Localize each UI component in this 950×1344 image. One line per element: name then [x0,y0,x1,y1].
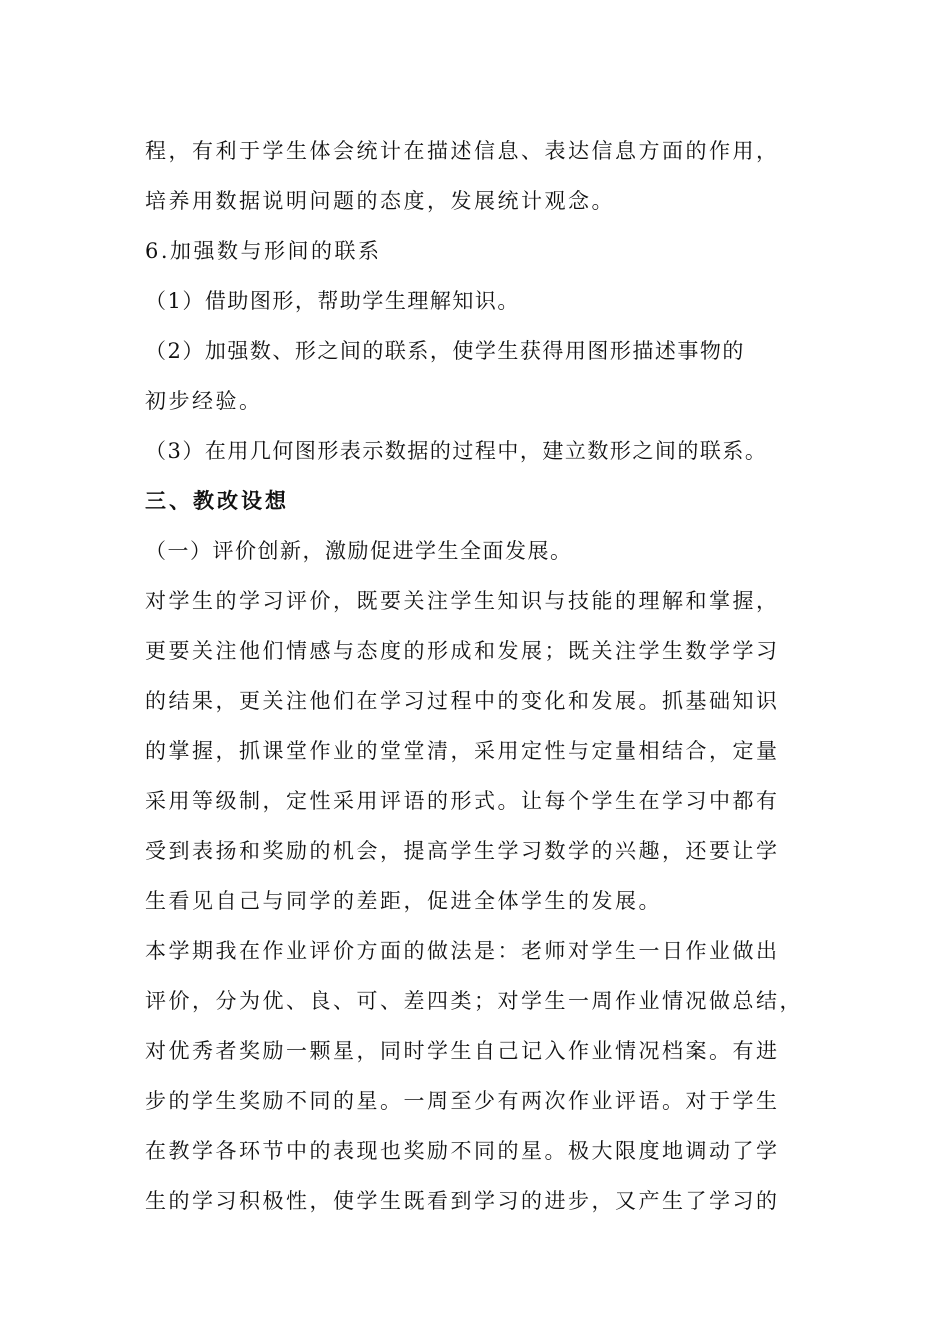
text-line: 受到表扬和奖励的机会，提高学生学习数学的兴趣，还要让学 [145,839,780,863]
text-line: 评价，分为优、良、可、差四类；对学生一周作业情况做总结， [145,989,803,1013]
text-line: 的结果，更关注他们在学习过程中的变化和发展。抓基础知识 [145,689,780,713]
text-line: 在教学各环节中的表现也奖励不同的星。极大限度地调动了学 [145,1139,780,1163]
text-line: 采用等级制，定性采用评语的形式。让每个学生在学习中都有 [145,789,780,813]
list-item: （2）加强数、形之间的联系，使学生获得用图形描述事物的 [145,339,745,363]
text-line: 程，有利于学生体会统计在描述信息、表达信息方面的作用， [145,139,780,163]
text-line: 对优秀者奖励一颗星，同时学生自己记入作业情况档案。有进 [145,1039,780,1063]
subsection-heading: （一）评价创新，激励促进学生全面发展。 [145,539,573,563]
text-line: 生看见自己与同学的差距，促进全体学生的发展。 [145,889,662,913]
section-heading: 三、教改设想 [145,488,289,513]
text-line: 步的学生奖励不同的星。一周至少有两次作业评语。对于学生 [145,1089,780,1113]
text-line: 本学期我在作业评价方面的做法是：老师对学生一日作业做出 [145,939,780,963]
section-subheading: 6.加强数与形间的联系 [145,239,382,263]
text-line: 生的学习积极性，使学生既看到学习的进步，又产生了学习的 [145,1189,780,1213]
list-item: （3）在用几何图形表示数据的过程中，建立数形之间的联系。 [145,439,768,463]
text-line: 培养用数据说明问题的态度，发展统计观念。 [145,189,615,213]
text-line: 的掌握，抓课堂作业的堂堂清，采用定性与定量相结合，定量 [145,739,780,763]
text-line: 对学生的学习评价，既要关注学生知识与技能的理解和掌握， [145,589,780,613]
text-line: 更要关注他们情感与态度的形成和发展；既关注学生数学学习 [145,639,780,663]
text-line: 初步经验。 [145,389,263,413]
list-item: （1）借助图形，帮助学生理解知识。 [145,289,520,313]
